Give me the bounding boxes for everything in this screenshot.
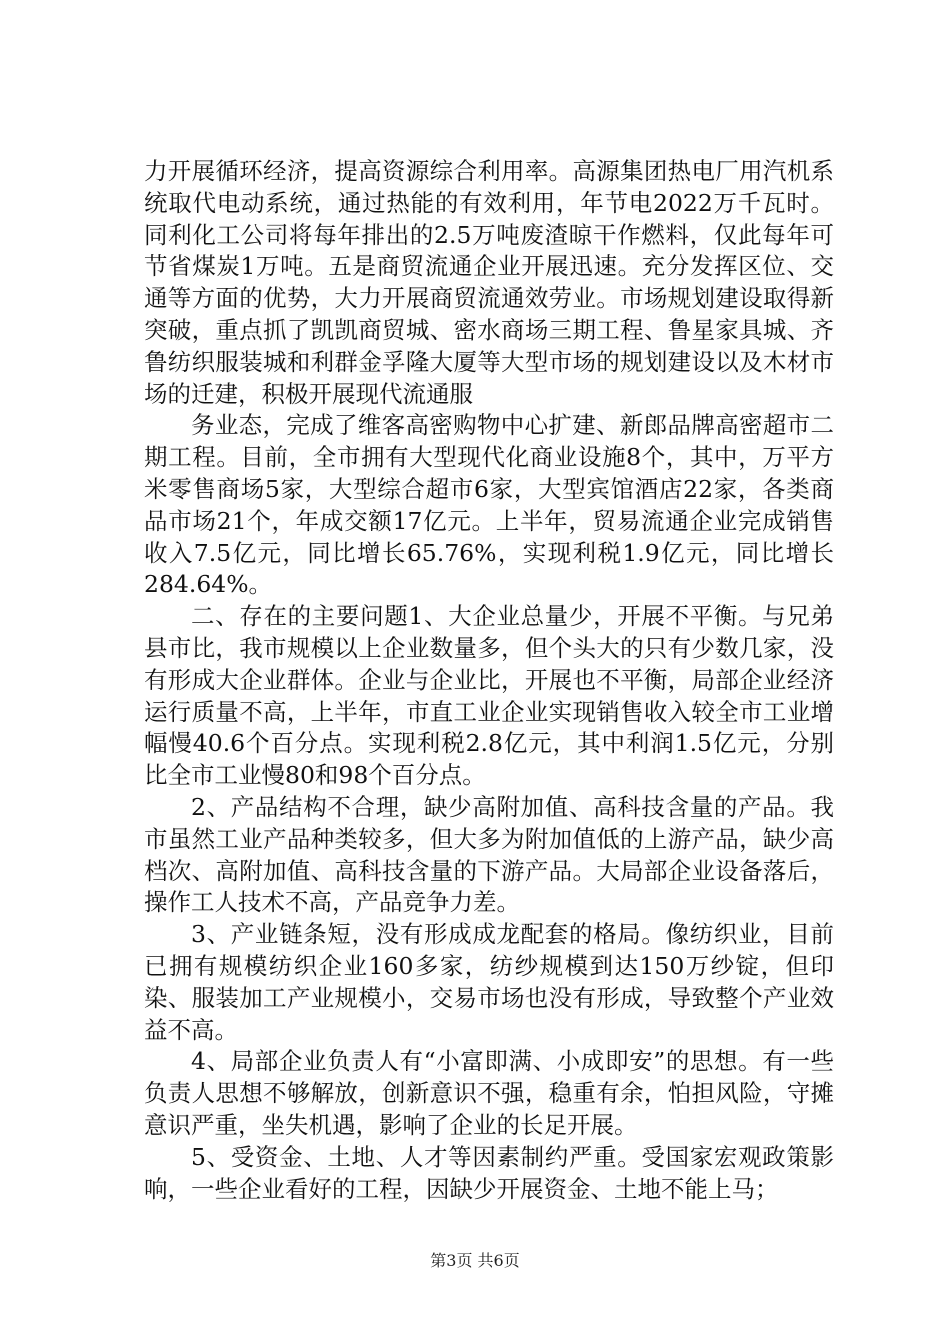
paragraph: 2、产品结构不合理，缺少高附加值、高科技含量的产品。我市虽然工业产品种类较多，但大多为附加值低的上游产品，缺少高档次、高附加值、高科技含量的下游产品。大局部企业设备落后，操作工人技术不高，产品竞争力差。 <box>144 792 834 917</box>
paragraph: 3、产业链条短，没有形成成龙配套的格局。像纺织业，目前已拥有规模纺织企业160多家，纺纱规模到达150万纱锭，但印染、服装加工产业规模小，交易市场也没有形成，导致整个产业效益不高。 <box>144 920 834 1044</box>
page-number-footer: 第3页 共6页 <box>430 1251 520 1270</box>
paragraph: 5、受资金、土地、人才等因素制约严重。受国家宏观政策影响，一些企业看好的工程，因缺少开展资金、土地不能上马； <box>144 1142 834 1203</box>
document-body <box>144 156 834 1205</box>
paragraph: 4、局部企业负责人有“小富即满、小成即安”的思想。有一些负责人思想不够解放，创新意识不强，稳重有余，怕担风险，守摊意识严重，坐失机遇，影响了企业的长足开展。 <box>144 1047 834 1139</box>
paragraph: 力开展循环经济，提高资源综合利用率。高源集团热电厂用汽机系统取代电动系统，通过热能的有效利用，年节电2022万千瓦时。同利化工公司将每年排出的2.5万吨废渣晾干作燃料，仅此每年可节省煤炭1万吨。五是商贸流通企业开展迅速。充分发挥区位、交通等方面的优势，大力开展商贸流通效劳业。市场规划建设取得新突破，重点抓了凯凯商贸城、密水商场三期工程、鲁星家具城、齐鲁纺织服装城和利群金孚隆大厦等大型市场的规划建设以及木材市场的迁建，积极开展现代流通服 <box>144 157 834 408</box>
paragraph: 二、存在的主要问题1、大企业总量少，开展不平衡。与兄弟县市比，我市规模以上企业数量多，但个头大的只有少数几家，没有形成大企业群体。企业与企业比，开展也不平衡，局部企业经济运行质量不高，上半年，市直工业企业实现销售收入较全市工业增幅慢40.6个百分点。实现利税2.8亿元，其中利润1.5亿元，分别比全市工业慢80和98个百分点。 <box>144 602 834 790</box>
paragraph: 务业态，完成了维客高密购物中心扩建、新郎品牌高密超市二期工程。目前，全市拥有大型现代化商业设施8个，其中，万平方米零售商场5家，大型综合超市6家，大型宾馆酒店22家，各类商品市场21个，年成交额17亿元。上半年，贸易流通企业完成销售收入7.5亿元，同比增长65.76%，实现利税1.9亿元，同比增长284.64%。 <box>144 411 834 599</box>
